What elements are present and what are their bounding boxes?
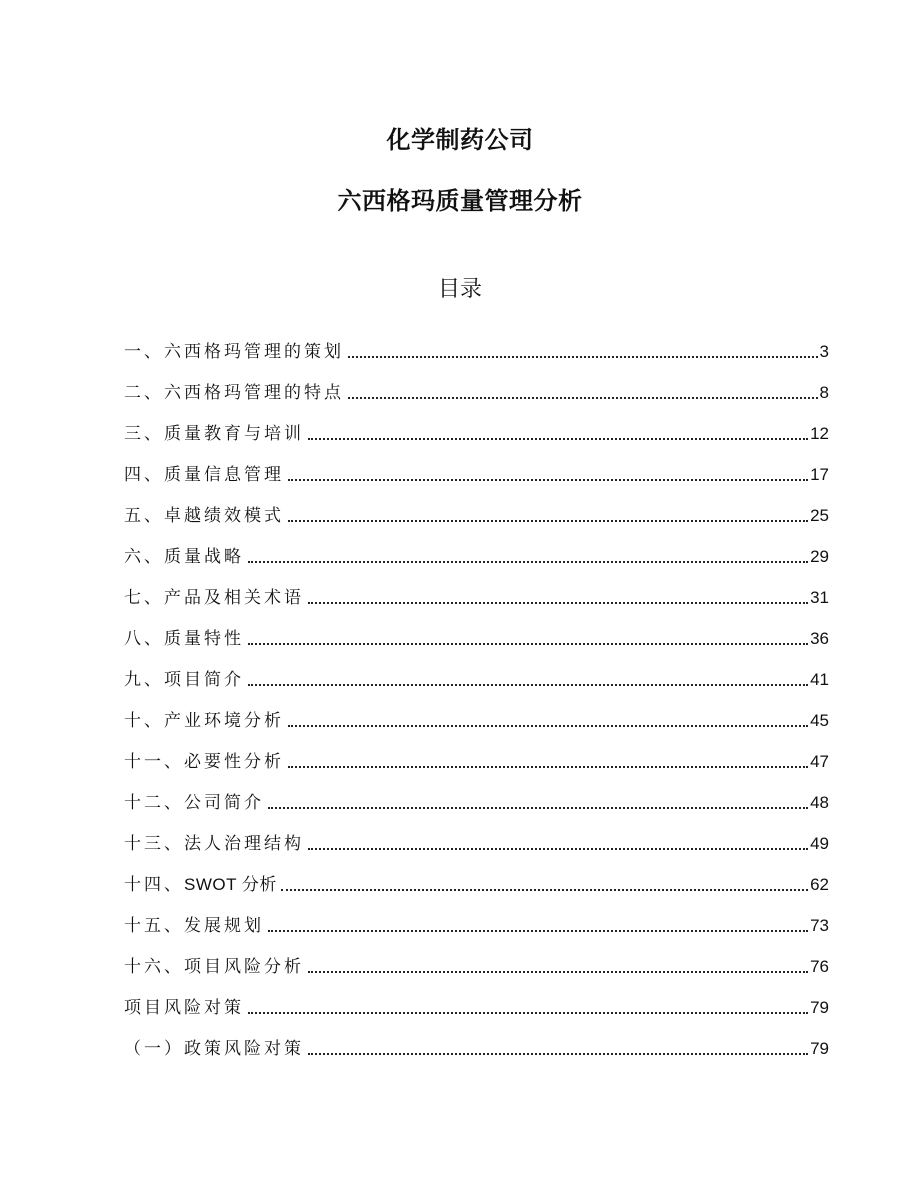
toc-entry-label — [124, 669, 246, 691]
toc-entry-title: 政策风险对策 — [184, 1039, 304, 1059]
toc-entry-number: 十一、 — [124, 752, 184, 772]
toc-entry-number: 十六、 — [124, 957, 184, 977]
toc-entry-number: 十二、 — [124, 793, 184, 813]
toc-entry[interactable] — [124, 773, 829, 814]
toc-leader-dots — [281, 889, 808, 891]
toc-entry[interactable] — [124, 691, 829, 732]
toc-leader-dots — [248, 684, 808, 686]
toc-entry-label — [124, 874, 279, 896]
toc-leader-dots — [308, 971, 808, 973]
toc-entry-page: 17 — [810, 465, 829, 484]
toc-entry-title: 质量教育与培训 — [164, 424, 304, 444]
toc-leader-dots — [308, 1053, 808, 1055]
toc-entry[interactable] — [124, 568, 829, 609]
toc-entry[interactable] — [124, 896, 829, 937]
toc-leader-dots — [308, 848, 808, 850]
toc-entry-label — [124, 341, 346, 363]
toc-entry[interactable] — [124, 363, 829, 404]
toc-entry-label — [124, 505, 286, 527]
toc-entry-number: 五、 — [124, 506, 164, 526]
toc-entry-number: 九、 — [124, 670, 164, 690]
toc-entry[interactable] — [124, 814, 829, 855]
toc-entry-page: 62 — [810, 875, 829, 894]
toc-entry-title: 公司简介 — [184, 793, 264, 813]
toc-entry-number: 十三、 — [124, 834, 184, 854]
toc-entry-number: 十四、 — [124, 875, 184, 895]
report-title: 六西格玛质量管理分析 — [337, 187, 583, 215]
toc-entry-page: 3 — [819, 342, 829, 361]
toc-entry-number: 七、 — [124, 588, 164, 608]
toc-entry[interactable] — [124, 937, 829, 978]
toc-entry[interactable] — [124, 855, 829, 896]
toc-entry[interactable] — [124, 322, 829, 363]
toc-entry-label — [124, 423, 306, 445]
toc-entry-title: 法人治理结构 — [184, 834, 304, 854]
toc-leader-dots — [288, 479, 808, 481]
toc-entry-title: 项目简介 — [164, 670, 244, 690]
toc-entry[interactable] — [124, 486, 829, 527]
toc-entry-title: 六西格玛管理的策划 — [164, 342, 344, 362]
toc-entry-page: 79 — [810, 998, 829, 1017]
toc-entry-label — [124, 751, 286, 773]
toc-entry-page: 76 — [810, 957, 829, 976]
toc-entry-page: 29 — [810, 547, 829, 566]
toc-leader-dots — [268, 807, 808, 809]
toc-entry-label — [124, 382, 346, 404]
toc-entry-number: 十、 — [124, 711, 164, 731]
toc-entry[interactable] — [124, 1019, 829, 1060]
toc-entry-page: 41 — [810, 670, 829, 689]
toc-entry-number: 十五、 — [124, 916, 184, 936]
toc-entry-label — [124, 1038, 306, 1060]
toc-entry[interactable] — [124, 445, 829, 486]
toc-entry-page: 25 — [810, 506, 829, 525]
toc-entry[interactable] — [124, 732, 829, 773]
toc-entry-title: 质量战略 — [164, 547, 244, 567]
toc-leader-dots — [288, 520, 808, 522]
toc-leader-dots — [288, 766, 808, 768]
toc-entry-page: 73 — [810, 916, 829, 935]
toc-entry-label — [124, 833, 306, 855]
toc-entry-number: （一） — [124, 1039, 184, 1059]
toc-entry-label — [124, 792, 266, 814]
toc-entry-label — [124, 628, 246, 650]
toc-entry-page: 49 — [810, 834, 829, 853]
toc-entry-number: 二、 — [124, 383, 164, 403]
toc-entry-title: SWOT 分析 — [184, 875, 277, 894]
toc-entry-page: 12 — [810, 424, 829, 443]
toc-leader-dots — [288, 725, 808, 727]
company-title: 化学制药公司 — [386, 126, 534, 154]
toc-entry-title: 必要性分析 — [184, 752, 284, 772]
toc-entry-page: 36 — [810, 629, 829, 648]
toc-leader-dots — [248, 643, 808, 645]
toc-entry-label — [124, 464, 286, 486]
toc-entry-title: 产业环境分析 — [164, 711, 284, 731]
toc-entry-title: 质量信息管理 — [164, 465, 284, 485]
toc-entry-number: 一、 — [124, 342, 164, 362]
toc-entry-page: 47 — [810, 752, 829, 771]
toc-entry[interactable] — [124, 650, 829, 691]
toc-leader-dots — [308, 438, 808, 440]
toc-entry-title: 产品及相关术语 — [164, 588, 304, 608]
toc-leader-dots — [308, 602, 808, 604]
toc-entry[interactable] — [124, 609, 829, 650]
toc-entry-number: 六、 — [124, 547, 164, 567]
toc-leader-dots — [348, 356, 818, 358]
toc-entry-title: 质量特性 — [164, 629, 244, 649]
toc-entry-number: 八、 — [124, 629, 164, 649]
toc-entry-label — [124, 997, 246, 1019]
toc-leader-dots — [248, 1012, 808, 1014]
toc-entry-page: 79 — [810, 1039, 829, 1058]
toc-entry[interactable] — [124, 404, 829, 445]
toc-heading: 目录 — [437, 277, 482, 302]
toc-entry-label — [124, 587, 306, 609]
toc-entry-label — [124, 956, 306, 978]
toc-leader-dots — [348, 397, 818, 399]
toc-entry-title: 项目风险分析 — [184, 957, 304, 977]
toc-entry[interactable] — [124, 978, 829, 1019]
table-of-contents — [124, 322, 829, 1060]
toc-entry-title: 项目风险对策 — [124, 998, 244, 1018]
toc-entry-label — [124, 546, 246, 568]
toc-leader-dots — [268, 930, 808, 932]
toc-entry-title: 卓越绩效模式 — [164, 506, 284, 526]
toc-entry-label — [124, 710, 286, 732]
toc-entry-page: 48 — [810, 793, 829, 812]
toc-entry-number: 三、 — [124, 424, 164, 444]
toc-entry[interactable] — [124, 527, 829, 568]
toc-entry-title: 发展规划 — [184, 916, 264, 936]
toc-entry-page: 31 — [810, 588, 829, 607]
toc-entry-label — [124, 915, 266, 937]
toc-entry-number: 四、 — [124, 465, 164, 485]
toc-entry-page: 8 — [819, 383, 829, 402]
toc-entry-page: 45 — [810, 711, 829, 730]
toc-leader-dots — [248, 561, 808, 563]
toc-entry-title: 六西格玛管理的特点 — [164, 383, 344, 403]
